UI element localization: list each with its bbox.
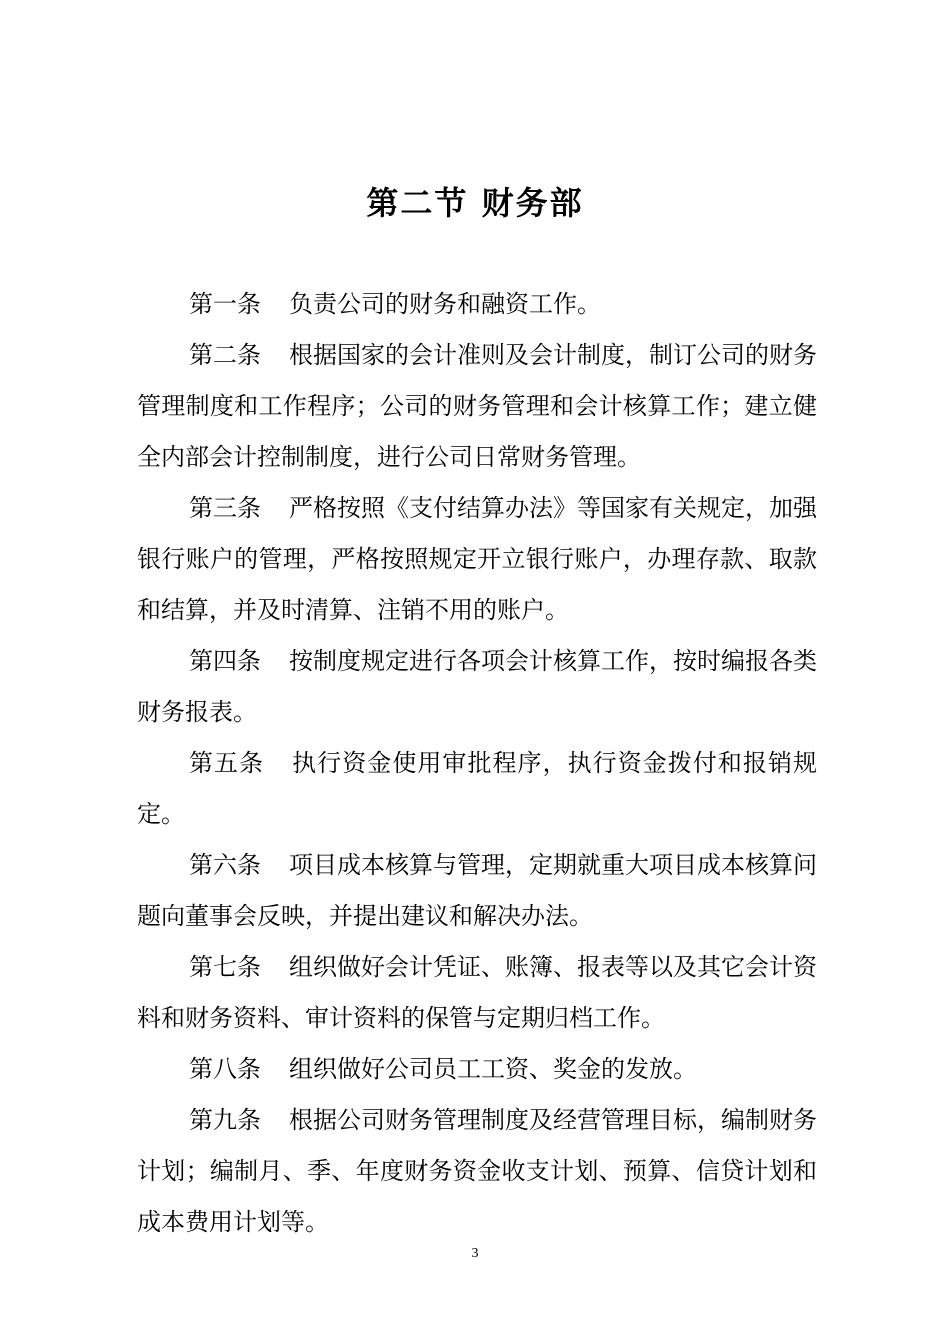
article-number: 第八条 <box>189 1055 261 1083</box>
article-number: 第二条 <box>189 341 261 369</box>
article-3 <box>137 483 817 636</box>
page-title: 第二节 财务部 <box>366 184 584 222</box>
article-text: 严格按照《支付结算办法》等国家有关规定，加强银行账户的管理，严格按照规定开立银行账户，办理存款、取款和结算，并及时清算、注销不用的账户。 <box>137 494 817 624</box>
article-5 <box>137 738 817 840</box>
article-2 <box>137 330 817 483</box>
article-number: 第七条 <box>189 953 261 981</box>
article-text: 项目成本核算与管理，定期就重大项目成本核算问题向董事会反映，并提出建议和解决办法。 <box>137 851 817 930</box>
article-number: 第五条 <box>189 749 265 777</box>
article-number: 第三条 <box>189 494 261 522</box>
article-4 <box>137 636 817 738</box>
article-7 <box>137 942 817 1044</box>
article-text: 按制度规定进行各项会计核算工作，按时编报各类财务报表。 <box>137 647 817 726</box>
article-number: 第六条 <box>189 851 261 879</box>
article-number: 第一条 <box>189 290 261 318</box>
article-1 <box>137 279 817 330</box>
page-number: 3 <box>471 1246 479 1261</box>
article-text: 根据公司财务管理制度及经营管理目标，编制财务计划；编制月、季、年度财务资金收支计划、预算、信贷计划和成本费用计划等。 <box>137 1106 817 1236</box>
article-text: 组织做好公司员工工资、奖金的发放。 <box>289 1055 697 1083</box>
article-9 <box>137 1095 817 1248</box>
article-text: 组织做好会计凭证、账簿、报表等以及其它会计资料和财务资料、审计资料的保管与定期归档工作。 <box>137 953 817 1032</box>
article-text: 执行资金使用审批程序，执行资金拨付和报销规定。 <box>137 749 818 828</box>
article-8 <box>137 1044 817 1095</box>
article-number: 第四条 <box>189 647 261 675</box>
article-text: 负责公司的财务和融资工作。 <box>289 290 601 318</box>
article-6 <box>137 840 817 942</box>
article-list <box>137 279 817 1248</box>
article-number: 第九条 <box>189 1106 261 1134</box>
article-text: 根据国家的会计准则及会计制度，制订公司的财务管理制度和工作程序；公司的财务管理和会计核算工作；建立健全内部会计控制制度，进行公司日常财务管理。 <box>137 341 817 471</box>
